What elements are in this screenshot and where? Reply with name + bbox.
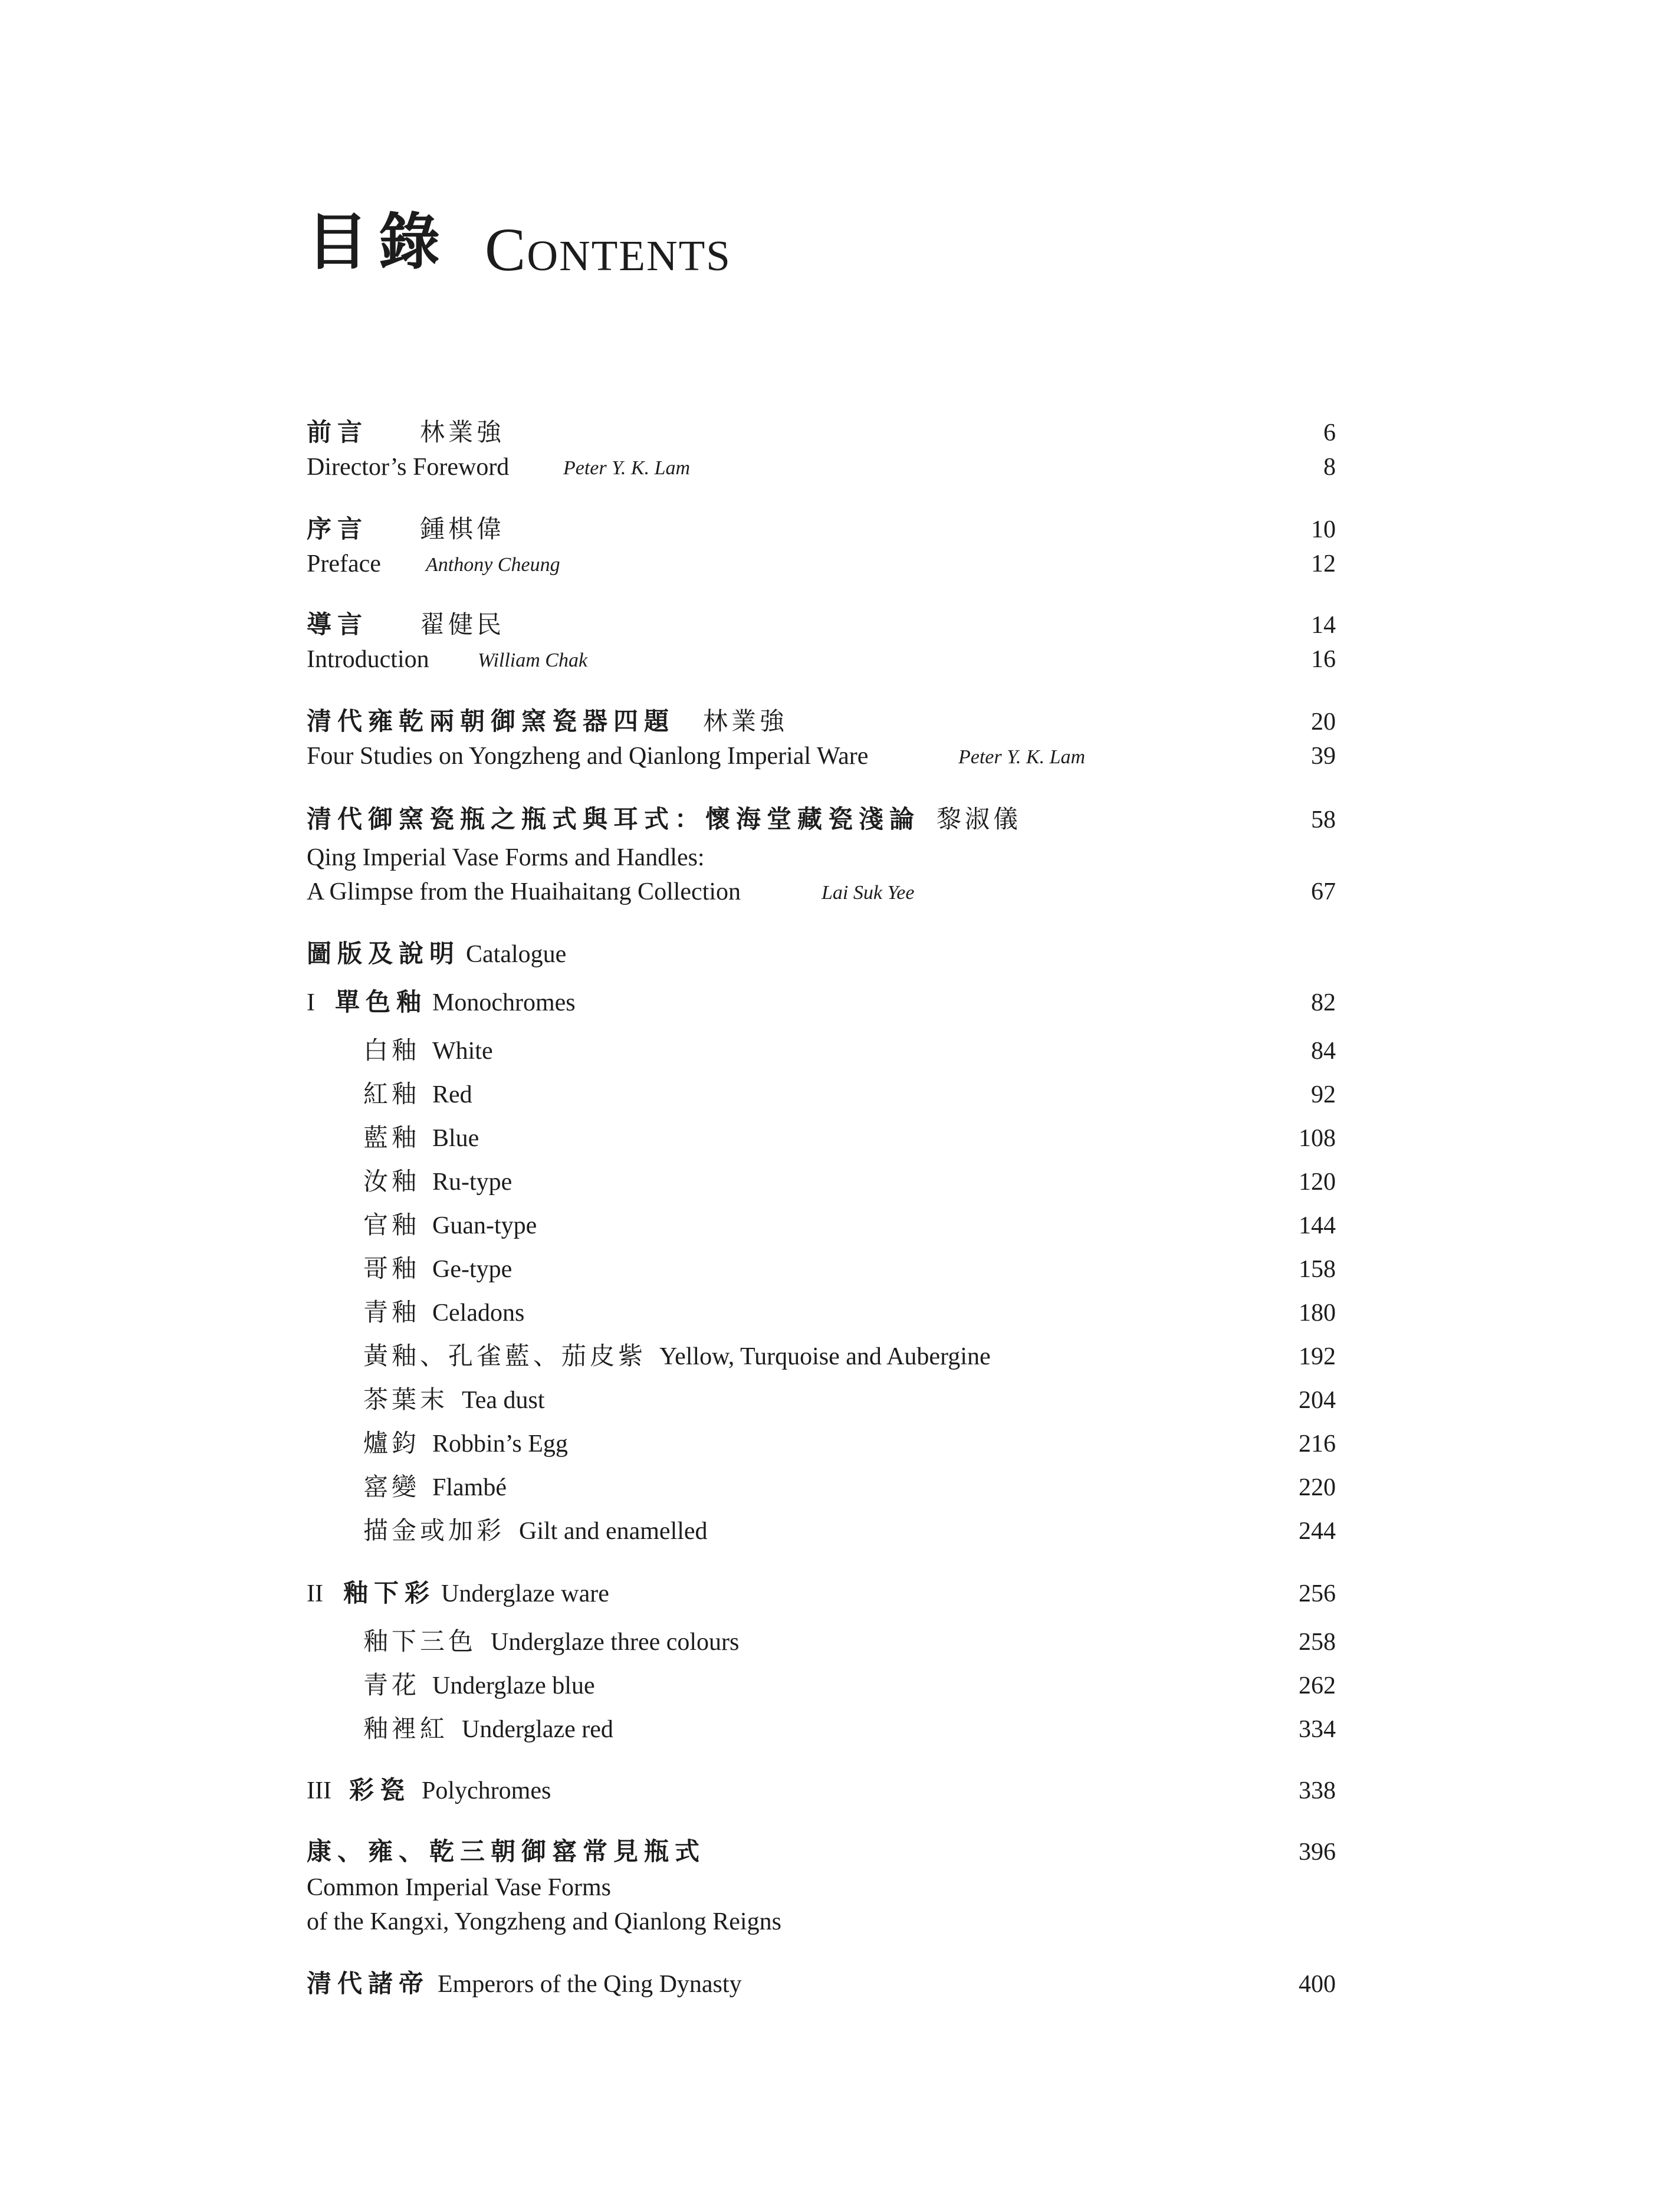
emperors-zh-title: 清代諸帝	[307, 1971, 430, 1998]
s1-item-en: Ge-type	[432, 1256, 512, 1283]
s1-item-page: 158	[1299, 1256, 1336, 1283]
vase-forms-en-line2: A Glimpse from the Huaihaitang Collection	[307, 878, 741, 905]
s1-item-zh: 官釉	[363, 1212, 420, 1239]
s1-item-en: Celadons	[432, 1299, 525, 1327]
s2-item-en: Underglaze blue	[432, 1672, 595, 1699]
s2-item-zh: 釉裡紅	[363, 1716, 449, 1743]
s1-item-page: 180	[1299, 1299, 1336, 1327]
foreword-en-author: Peter Y. K. Lam	[563, 457, 691, 479]
s1-item-zh: 描金或加彩	[363, 1518, 505, 1545]
section3-en-title: Polychromes	[422, 1777, 551, 1804]
s2-item-zh: 青花	[363, 1672, 420, 1699]
foreword-en-title: Director’s Foreword	[307, 454, 510, 481]
s1-item-zh: 爐鈞	[363, 1430, 420, 1458]
section1-number: I	[307, 989, 315, 1016]
s1-item-zh: 黃釉、孔雀藍、茄皮紫	[363, 1343, 647, 1370]
s1-item-en: Robbin’s Egg	[432, 1430, 568, 1458]
s1-item-page: 216	[1299, 1430, 1336, 1458]
section2-number: II	[307, 1580, 323, 1607]
vase-forms-en-page: 67	[1311, 878, 1336, 905]
s1-item-page: 220	[1299, 1474, 1336, 1501]
s1-item-page: 244	[1299, 1518, 1336, 1545]
s1-item-en: White	[432, 1038, 493, 1065]
s2-item-page: 334	[1299, 1716, 1336, 1743]
catalogue-en-title: Catalogue	[466, 941, 567, 968]
preface-zh-title: 序言	[307, 516, 369, 543]
introduction-zh-page: 14	[1311, 612, 1336, 639]
preface-en-page: 12	[1311, 550, 1336, 577]
foreword-zh-title: 前言	[307, 419, 369, 447]
title-chinese: 目錄	[307, 209, 451, 277]
section3-zh-title: 彩瓷	[349, 1777, 411, 1804]
s1-item-zh: 紅釉	[363, 1081, 420, 1108]
introduction-en-page: 16	[1311, 646, 1336, 673]
title-english: Contents	[485, 216, 731, 284]
s2-item-en: Underglaze three colours	[491, 1629, 740, 1656]
s1-item-page: 144	[1299, 1212, 1336, 1239]
four-studies-zh-title: 清代雍乾兩朝御窯瓷器四題	[307, 708, 675, 736]
four-studies-en-page: 39	[1311, 743, 1336, 770]
vase-forms-en-author: Lai Suk Yee	[822, 882, 915, 904]
s1-item-zh: 白釉	[363, 1038, 420, 1065]
s2-item-page: 262	[1299, 1672, 1336, 1699]
s1-item-page: 120	[1299, 1169, 1336, 1196]
s1-item-zh: 青釉	[363, 1299, 420, 1327]
common-forms-page: 396	[1299, 1839, 1336, 1866]
s1-item-zh: 茶葉末	[363, 1387, 449, 1414]
common-forms-zh-title: 康、雍、乾三朝御窰常見瓶式	[307, 1839, 706, 1866]
s1-item-page: 84	[1311, 1038, 1336, 1065]
introduction-en-author: William Chak	[478, 649, 588, 671]
four-studies-en-author: Peter Y. K. Lam	[958, 746, 1086, 768]
section3-page: 338	[1299, 1777, 1336, 1804]
vase-forms-en-line1: Qing Imperial Vase Forms and Handles:	[307, 844, 705, 871]
s1-item-page: 192	[1299, 1343, 1336, 1370]
s1-item-en: Tea dust	[462, 1387, 545, 1414]
s1-item-en: Yellow, Turquoise and Aubergine	[659, 1343, 991, 1370]
vase-forms-zh-title: 清代御窯瓷瓶之瓶式與耳式：懷海堂藏瓷淺論	[307, 806, 921, 833]
preface-zh-page: 10	[1311, 516, 1336, 543]
s1-item-page: 92	[1311, 1081, 1336, 1108]
section2-en-title: Underglaze ware	[441, 1580, 609, 1607]
s1-item-en: Flambé	[432, 1474, 507, 1501]
section2-zh-title: 釉下彩	[343, 1580, 436, 1607]
s1-item-en: Red	[432, 1081, 472, 1108]
section1-zh-title: 單色釉	[335, 989, 428, 1016]
four-studies-zh-page: 20	[1311, 708, 1336, 736]
s1-item-en: Guan-type	[432, 1212, 537, 1239]
s1-item-page: 108	[1299, 1125, 1336, 1152]
section3-number: III	[307, 1777, 331, 1804]
catalogue-zh-title: 圖版及說明	[307, 941, 461, 968]
s1-item-zh: 哥釉	[363, 1256, 420, 1283]
s1-item-page: 204	[1299, 1387, 1336, 1414]
vase-forms-zh-page: 58	[1311, 806, 1336, 833]
preface-zh-author: 鍾棋偉	[420, 516, 505, 543]
introduction-zh-title: 導言	[307, 612, 369, 639]
foreword-zh-author: 林業強	[420, 419, 505, 447]
s1-item-zh: 窰變	[363, 1474, 420, 1501]
s1-item-zh: 汝釉	[363, 1169, 420, 1196]
section1-en-title: Monochromes	[432, 989, 576, 1016]
four-studies-zh-author: 林業強	[703, 708, 788, 736]
emperors-en-title: Emperors of the Qing Dynasty	[438, 1971, 742, 1998]
foreword-en-page: 8	[1323, 454, 1336, 481]
introduction-en-title: Introduction	[307, 646, 429, 673]
s2-item-zh: 釉下三色	[363, 1629, 477, 1656]
common-forms-en-line2: of the Kangxi, Yongzheng and Qianlong Reigns	[307, 1908, 781, 1935]
foreword-zh-page: 6	[1323, 419, 1336, 447]
section2-page: 256	[1299, 1580, 1336, 1607]
four-studies-en-title: Four Studies on Yongzheng and Qianlong Imperial Ware	[307, 743, 869, 770]
s1-item-en: Gilt and enamelled	[519, 1518, 708, 1545]
s2-item-page: 258	[1299, 1629, 1336, 1656]
introduction-zh-author: 翟健民	[420, 612, 505, 639]
s1-item-zh: 藍釉	[363, 1125, 420, 1152]
s1-item-en: Blue	[432, 1125, 479, 1152]
vase-forms-zh-author: 黎淑儀	[937, 806, 1022, 833]
s2-item-en: Underglaze red	[462, 1716, 613, 1743]
emperors-page: 400	[1299, 1971, 1336, 1998]
s1-item-en: Ru-type	[432, 1169, 512, 1196]
preface-en-title: Preface	[307, 550, 381, 577]
section1-page: 82	[1311, 989, 1336, 1016]
preface-en-author: Anthony Cheung	[426, 554, 560, 576]
common-forms-en-line1: Common Imperial Vase Forms	[307, 1874, 612, 1901]
